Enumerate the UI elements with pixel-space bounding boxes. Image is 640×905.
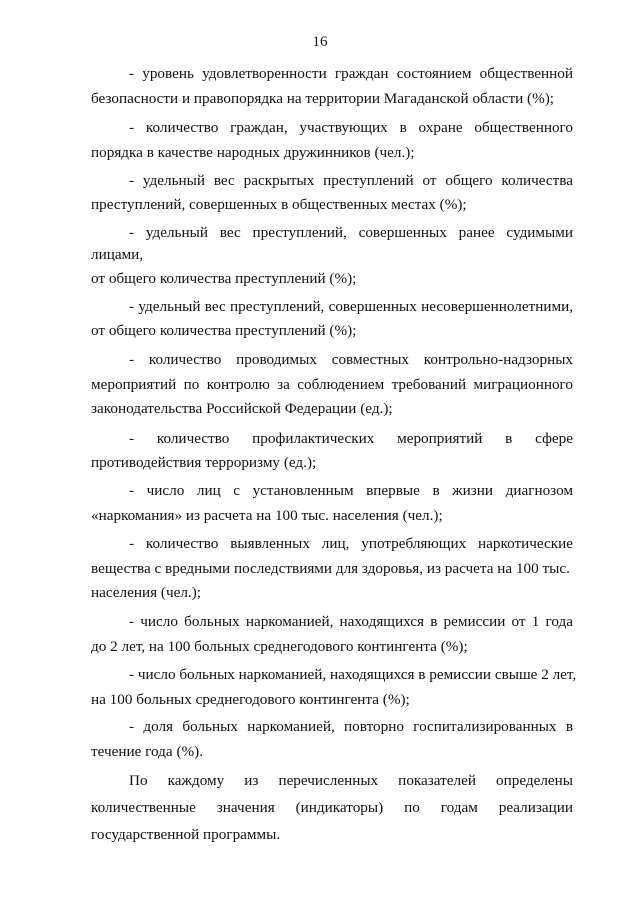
list-item-line: - удельный вес раскрытых преступлений от общего количества (129, 172, 573, 189)
list-item-line: - уровень удовлетворенности граждан состоянием общественной (129, 65, 573, 82)
list-item-line: лицами, (91, 246, 144, 263)
list-item-line: мероприятий по контролю за соблюдением требований миграционного (91, 376, 573, 393)
list-item-line: - количество выявленных лиц, употребляющих наркотические (129, 535, 573, 552)
list-item-line: от общего количества преступлений (%); (91, 270, 357, 287)
list-item-line: - число лиц с установленным впервые в жизни диагнозом (129, 482, 573, 499)
list-item-line: на 100 больных среднегодового контингента (%); (91, 691, 410, 708)
list-item-line: - доля больных наркоманией, повторно госпитализированных в (129, 718, 573, 735)
paragraph-line: количественные значения (индикаторы) по годам реализации (91, 799, 573, 816)
list-item-line: - количество проводимых совместных контрольно-надзорных (129, 351, 573, 368)
list-item-line: преступлений, совершенных в общественных местах (%); (91, 196, 467, 213)
list-item-line: до 2 лет, на 100 больных среднегодового контингента (%); (91, 638, 468, 655)
list-item-line: - удельный вес преступлений, совершенных ранее судимыми (129, 224, 573, 241)
list-item-line: - количество профилактических мероприятий в сфере (129, 430, 573, 447)
list-item-line: течение года (%). (91, 743, 204, 760)
list-item-line: - число больных наркоманией, находящихся в ремиссии от 1 года (129, 613, 573, 630)
list-item-line: - удельный вес преступлений, совершенных несовершеннолетними, (129, 298, 573, 315)
list-item-line: порядка в качестве народных дружинников (чел.); (91, 144, 415, 161)
paragraph-line: государственной программы. (91, 826, 281, 843)
list-item-line: безопасности и правопорядка на территории Магаданской области (%); (91, 90, 554, 107)
list-item-line: - число больных наркоманией, находящихся в ремиссии свыше 2 лет, (129, 666, 577, 683)
list-item-line: населения (чел.); (91, 584, 201, 601)
list-item-line: законодательства Российской Федерации (ед.); (91, 400, 393, 417)
list-item-line: противодействия терроризму (ед.); (91, 454, 317, 471)
list-item-line: от общего количества преступлений (%); (91, 322, 357, 339)
list-item-line: - количество граждан, участвующих в охране общественного (129, 119, 573, 136)
paragraph-line: По каждому из перечисленных показателей определены (129, 772, 573, 789)
page-number: 16 (312, 34, 328, 50)
list-item-line: вещества с вредными последствиями для здоровья, из расчета на 100 тыс. (91, 560, 570, 577)
list-item-line: «наркомания» из расчета на 100 тыс. населения (чел.); (91, 507, 443, 524)
